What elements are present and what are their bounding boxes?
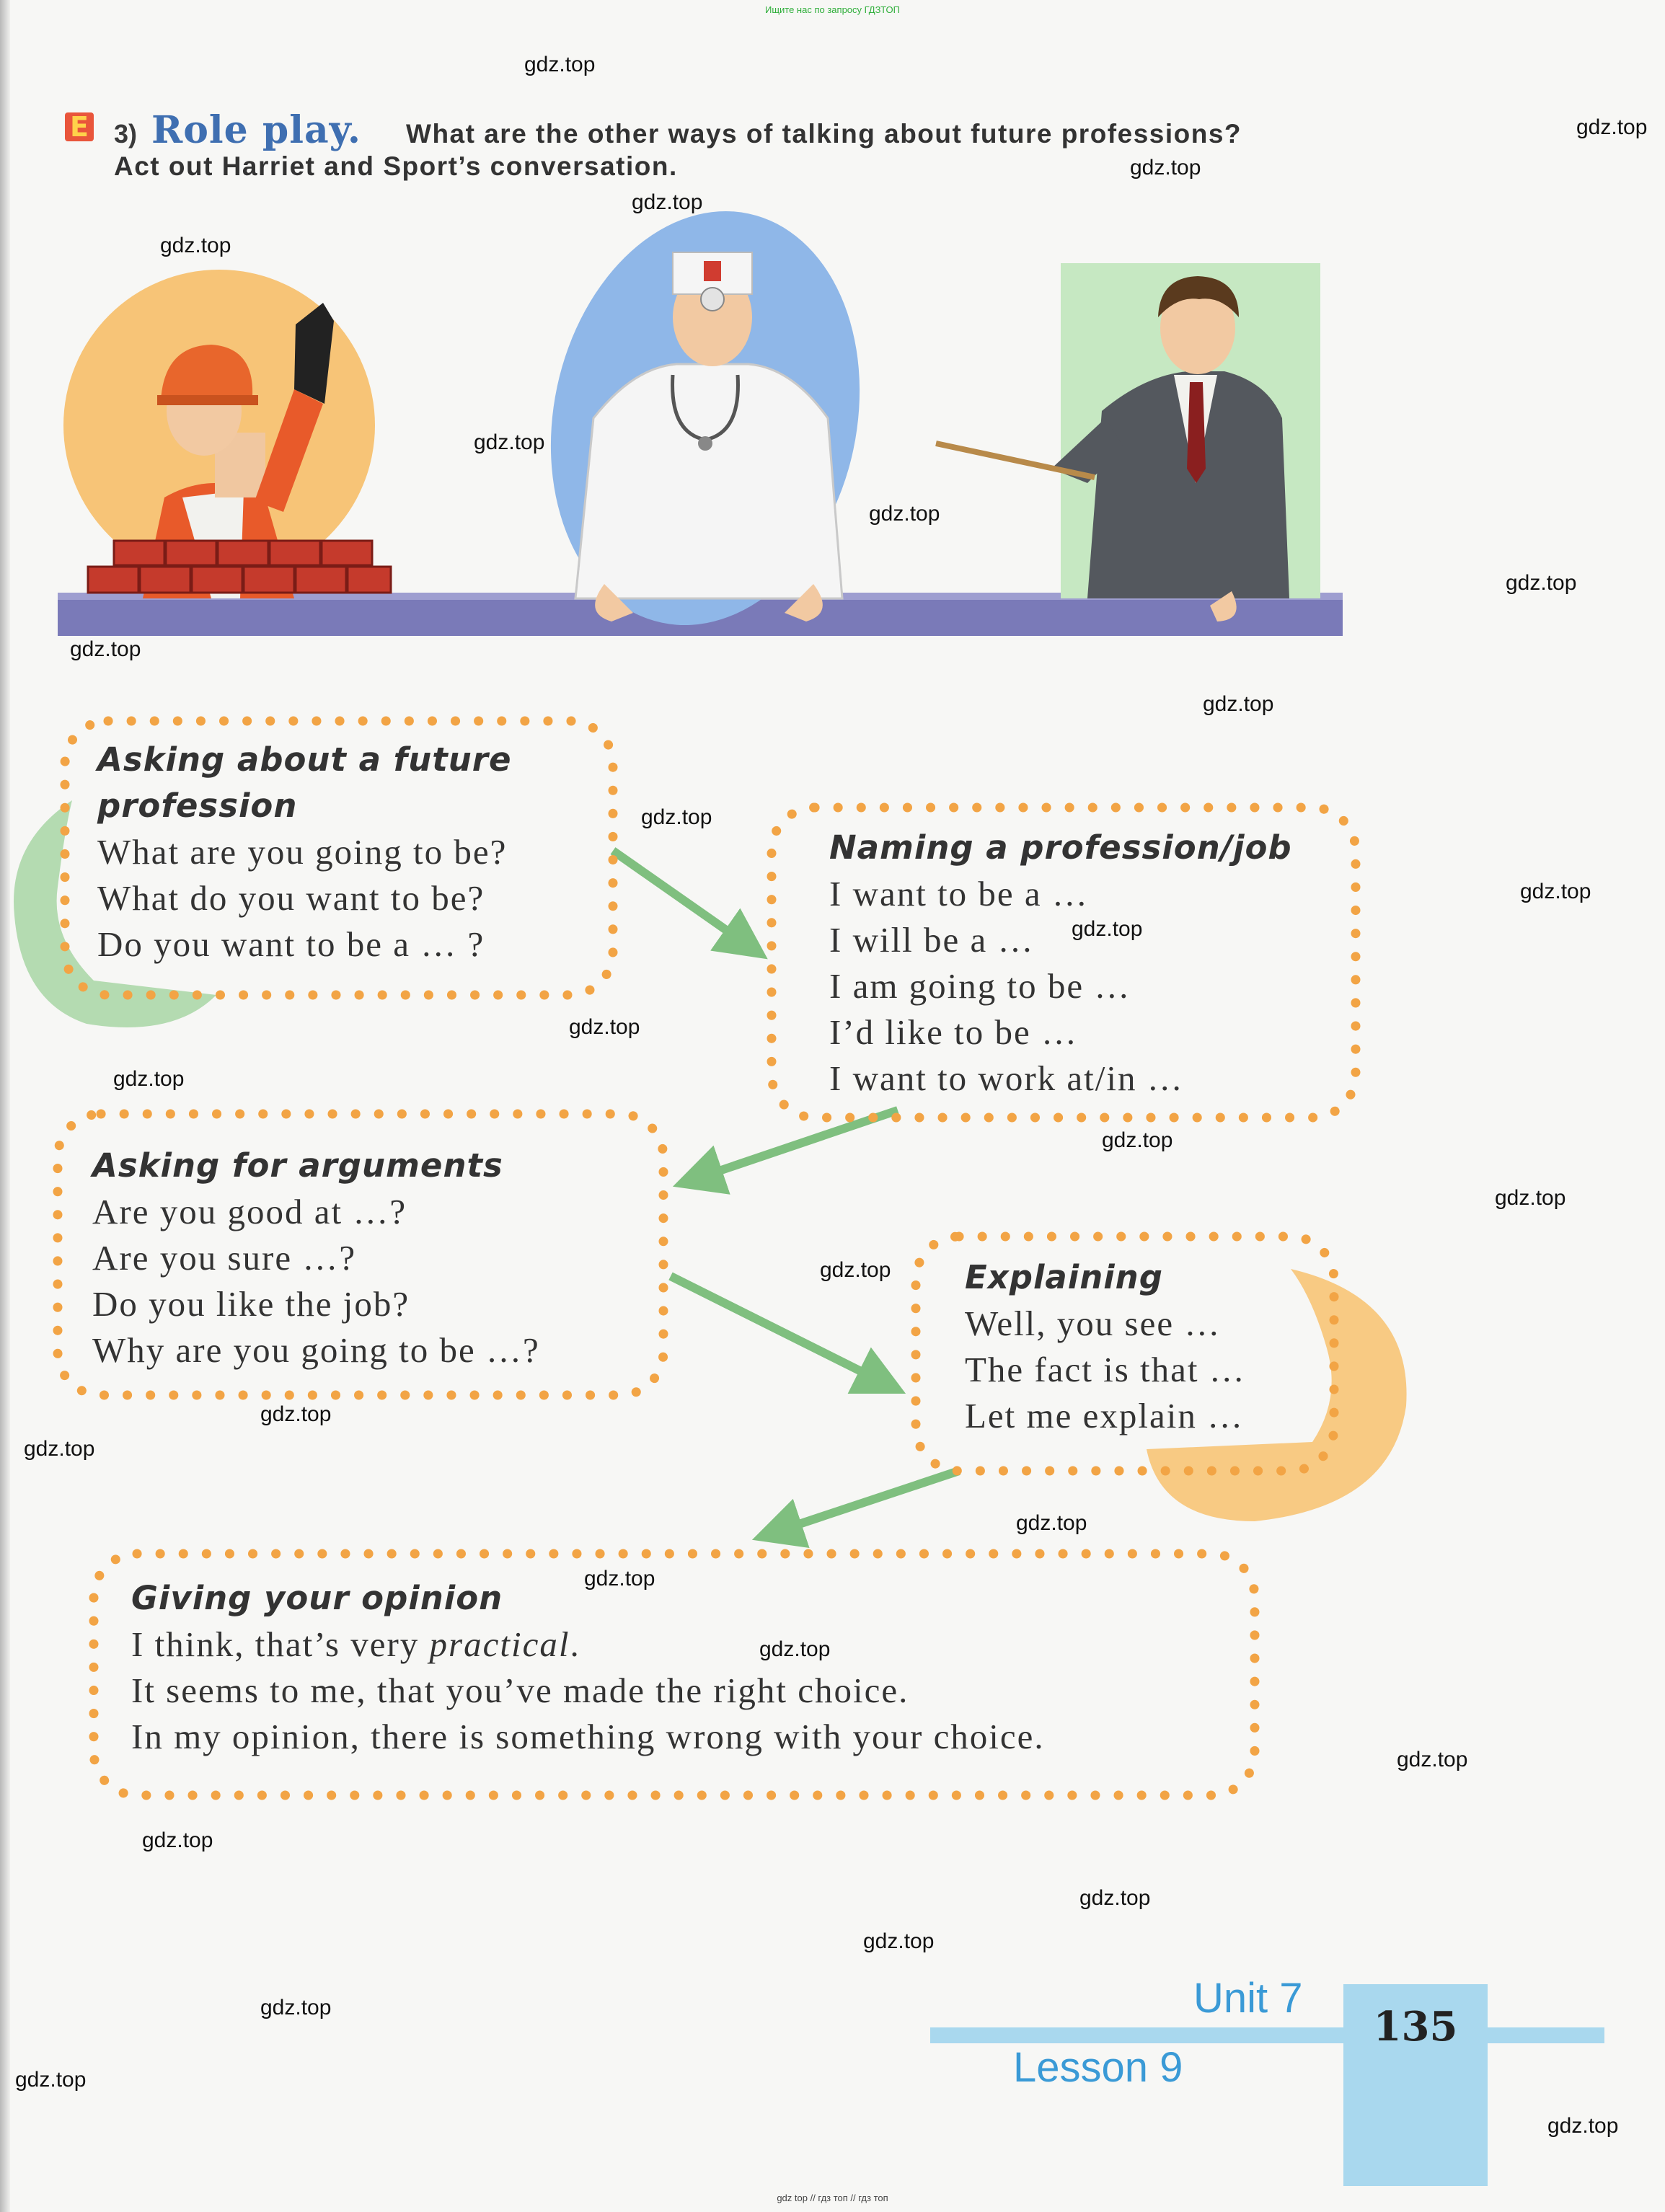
box-asking-arguments [50, 1107, 671, 1402]
watermark: gdz.top [524, 53, 596, 76]
phrase: In my opinion, there is something wrong with your choice. [131, 1717, 1045, 1756]
phrase: I am going to be … [829, 966, 1131, 1006]
phrase-start: I think, that’s very [131, 1624, 430, 1664]
watermark: gdz.top [1072, 917, 1143, 941]
watermark: gdz.top [820, 1258, 891, 1282]
watermark: gdz.top [24, 1437, 95, 1461]
box-giving-opinion [87, 1547, 1262, 1802]
exercise-number: 3) [114, 119, 138, 149]
box-heading: Asking about a future [97, 740, 512, 779]
exercise-title: Role play. [151, 108, 362, 152]
phrase: Let me explain … [965, 1396, 1245, 1435]
watermark: gdz.top [260, 1996, 332, 2019]
watermark: gdz.top [142, 1828, 213, 1852]
exercise-e-icon: E [65, 112, 94, 141]
watermark: gdz.top [632, 190, 703, 214]
phrase: Are you good at …? [92, 1192, 407, 1231]
watermark: gdz.top [160, 234, 231, 257]
watermark: gdz.top [260, 1402, 332, 1426]
phrase: What are you going to be? [97, 832, 508, 872]
watermark: gdz.top [1547, 2114, 1619, 2138]
watermark: gdz.top [641, 805, 712, 829]
box-heading: Asking for arguments [92, 1146, 503, 1185]
watermark: gdz.top [1102, 1128, 1173, 1152]
watermark: gdz.top [474, 430, 545, 454]
watermark: gdz.top [70, 637, 141, 661]
phrase: I’d like to be … [829, 1012, 1078, 1052]
phrase-italic: practical [429, 1624, 570, 1664]
box-explaining [909, 1229, 1341, 1478]
box-heading: Explaining [965, 1258, 1163, 1296]
unit-label: Unit 7 [1193, 1975, 1303, 2022]
phrase: Do you like the job? [92, 1284, 410, 1324]
watermark: gdz.top [113, 1067, 185, 1091]
phrase: Why are you going to be …? [92, 1330, 540, 1370]
exercise-instruction: Act out Harriet and Sport’s conversation. [114, 151, 678, 181]
page-number: 135 [1373, 2003, 1458, 2050]
phrase-end: . [570, 1624, 580, 1664]
box-heading: profession [97, 787, 298, 825]
box-heading: Naming a profession/job [829, 828, 1292, 867]
exercise-question: What are the other ways of talking about future professions? [406, 119, 1242, 149]
phrase: I want to work at/in … [829, 1058, 1184, 1098]
watermark: gdz.top [569, 1015, 640, 1039]
watermark: gdz.top [1397, 1748, 1468, 1771]
footer-bar [930, 2027, 1604, 2043]
phrase: It seems to me, that you’ve made the right choice. [131, 1671, 909, 1710]
phrase: The fact is that … [965, 1350, 1246, 1389]
watermark: gdz.top [1495, 1186, 1566, 1210]
watermark: gdz.top [1576, 115, 1648, 139]
watermark: gdz.top [863, 1929, 935, 1953]
watermark: gdz.top [1016, 1511, 1087, 1535]
watermark: gdz.top [1130, 156, 1201, 180]
phrase: I want to be a … [829, 874, 1089, 913]
bottom-note: gdz top // гдз топ // гдз топ [777, 2193, 888, 2203]
watermark: gdz.top [1506, 571, 1577, 595]
box-heading: Giving your opinion [131, 1579, 503, 1617]
phrase: I will be a … [829, 920, 1035, 960]
watermark: gdz.top [759, 1637, 831, 1661]
phrase: What do you want to be? [97, 878, 485, 918]
watermark: gdz.top [1079, 1886, 1151, 1910]
watermark: gdz.top [15, 2068, 87, 2092]
watermark: gdz.top [869, 502, 940, 526]
phrase: Well, you see … [965, 1304, 1222, 1343]
phrase [131, 1622, 1045, 1668]
top-note: Ищите нас по запросу ГДЗТОП [764, 4, 900, 15]
phrase: Do you want to be a … ? [97, 924, 485, 964]
box-naming-profession [764, 800, 1363, 1125]
phrase: Are you sure …? [92, 1238, 357, 1278]
watermark: gdz.top [584, 1567, 655, 1591]
watermark: gdz.top [1203, 692, 1274, 716]
box-asking-profession [58, 714, 620, 1002]
lesson-label: Lesson 9 [1013, 2044, 1183, 2091]
watermark: gdz.top [1520, 880, 1591, 903]
